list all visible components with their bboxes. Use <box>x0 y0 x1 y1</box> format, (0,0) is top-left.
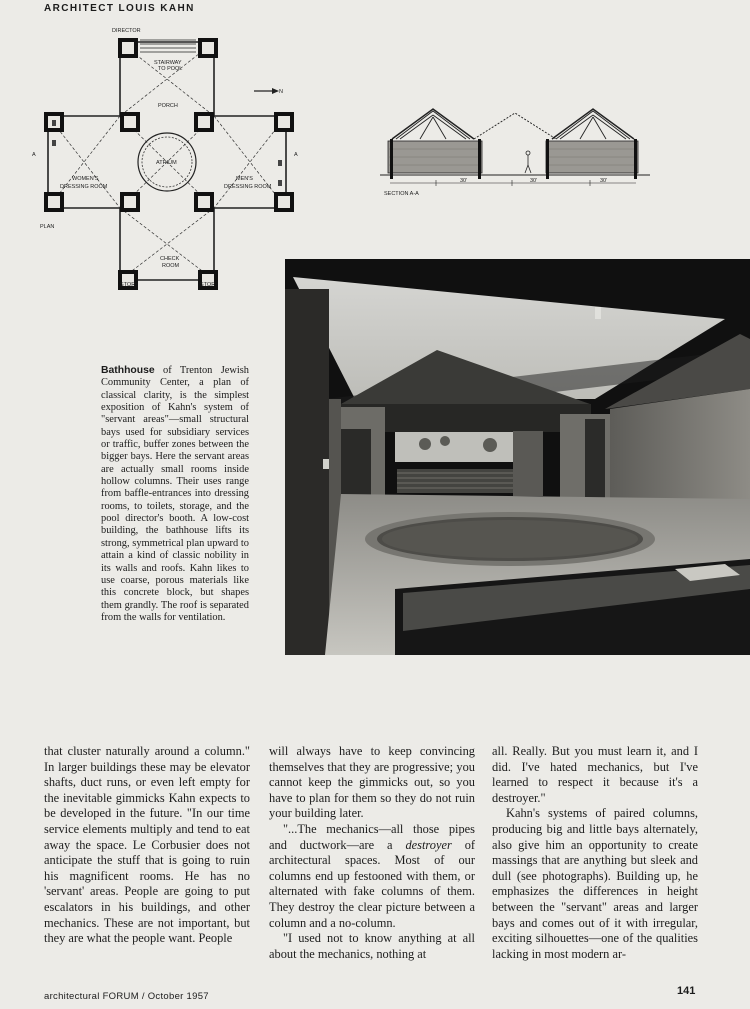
floor-plan-drawing <box>28 22 304 294</box>
caption-body: of Trenton Jewish Community Center, a plan of classical clarity, is the simplest exposition of Kahn's system of "servant areas"—small structural bays used for subsidiary services or traffic, buffer zones between the bigger bays. Here the servant areas are actually small rooms inside hollow columns. Their uses range from baffle-entrances into dressing rooms, to toilets, storage, and the pool director's booth. A low-cost building, the bathhouse lifts its strong, symmetrical plan upward to attain a kind of classic nobility in its walls and roofs. Kahn likes to use coarse, porous materials like this concrete block, but shapes them grandly. The roof is separated from the walls for ventilation. <box>101 365 249 623</box>
column-3-paragraph-2: Kahn's systems of paired columns, producing big and little bays alternately, also give him an opportunity to create massings that are anything but sleek and dull (see photographs). Building up, he emphasizes the differences in height between the "servant" areas and larger bays and comes out of it with irregular, exciting silhouettes—one of the qualities lacking in most modern ar- <box>492 806 698 961</box>
human-figure-icon <box>525 151 531 173</box>
plan-label-stor-left: STOR <box>120 282 136 288</box>
plan-label-plan: PLAN <box>40 224 55 230</box>
photo-caption <box>101 365 249 624</box>
plan-label-womens-room: DRESSING ROOM <box>60 184 108 190</box>
magazine-footer: architectural FORUM / October 1957 <box>44 991 209 1002</box>
plan-label-check-room: ROOM <box>162 263 180 269</box>
page-number: 141 <box>677 985 696 997</box>
column-2-emphasis: destroyer <box>405 837 452 852</box>
column-3-paragraph-1: all. Really. But you must learn it, and I did. I've hated mechanics, but I've learned to respect it because it's a destroyer." <box>492 744 698 805</box>
column-2-paragraph-3: "I used not to know anything at all about the mechanics, nothing at <box>269 931 475 961</box>
plan-label-check: CHECK <box>160 256 180 262</box>
plan-label-a-left: A <box>32 152 36 158</box>
section-dim-1: 30' <box>460 178 468 184</box>
section-dim-2: 30' <box>530 178 538 184</box>
plan-label-porch: PORCH <box>158 103 178 109</box>
section-drawing <box>380 105 650 205</box>
plan-label-atrium: ATRIUM <box>156 160 177 166</box>
section-dim-3: 30' <box>600 178 608 184</box>
text-column-2 <box>269 744 475 962</box>
plan-label-stor-right: STOR <box>200 282 216 288</box>
section-label: SECTION A-A <box>384 191 419 197</box>
column-2-paragraph-1: will always have to keep convincing themselves that they are progressive; you cannot keep the gimmicks out, so you have to plan for them so they do not ruin your building later. <box>269 744 475 821</box>
north-arrow-icon <box>254 88 279 94</box>
column-2-paragraph-2 <box>269 822 475 931</box>
text-column-3 <box>492 744 698 962</box>
running-header: ARCHITECT LOUIS KAHN <box>44 3 195 14</box>
plan-label-mens: MEN'S <box>236 176 253 182</box>
plan-label-mens-room: DRESSING ROOM <box>224 184 272 190</box>
text-column-1 <box>44 744 250 947</box>
plan-label-a-right: A <box>294 152 298 158</box>
column-1-text: that cluster naturally around a column." In larger buildings these may be elevator shafts, duct runs, or even left empty for the inevitable gimmicks Kahn expects to be developed in the future. "In our time service elements multiply and tend to eat away the space. Le Corbusier does not anticipate the stuff that is going to ruin his magnificent rooms. He has no 'servant' areas. People are going to put escalators in his buildings, and other mechanics. These are not important, but they are what the people want. People <box>44 744 250 946</box>
bathhouse-photograph <box>285 259 750 655</box>
plan-label-north: N <box>279 89 283 95</box>
plan-label-director: DIRECTOR <box>112 28 141 34</box>
column-2-paragraph-2-a: "...The mechanics—all those pipes and ductwork—are a <box>269 821 475 852</box>
plan-label-to-pool: TO POOL <box>158 66 183 72</box>
plan-label-womens: WOMEN'S <box>72 176 99 182</box>
plan-label-stairway: STAIRWAY <box>154 60 182 66</box>
column-2-paragraph-2-b: of architectural spaces. Most of our columns end up festooned with them, or alternated with fake columns of them. They destroy the clear picture between a column and a no-column. <box>269 837 476 930</box>
caption-lead: Bathhouse <box>101 365 155 376</box>
